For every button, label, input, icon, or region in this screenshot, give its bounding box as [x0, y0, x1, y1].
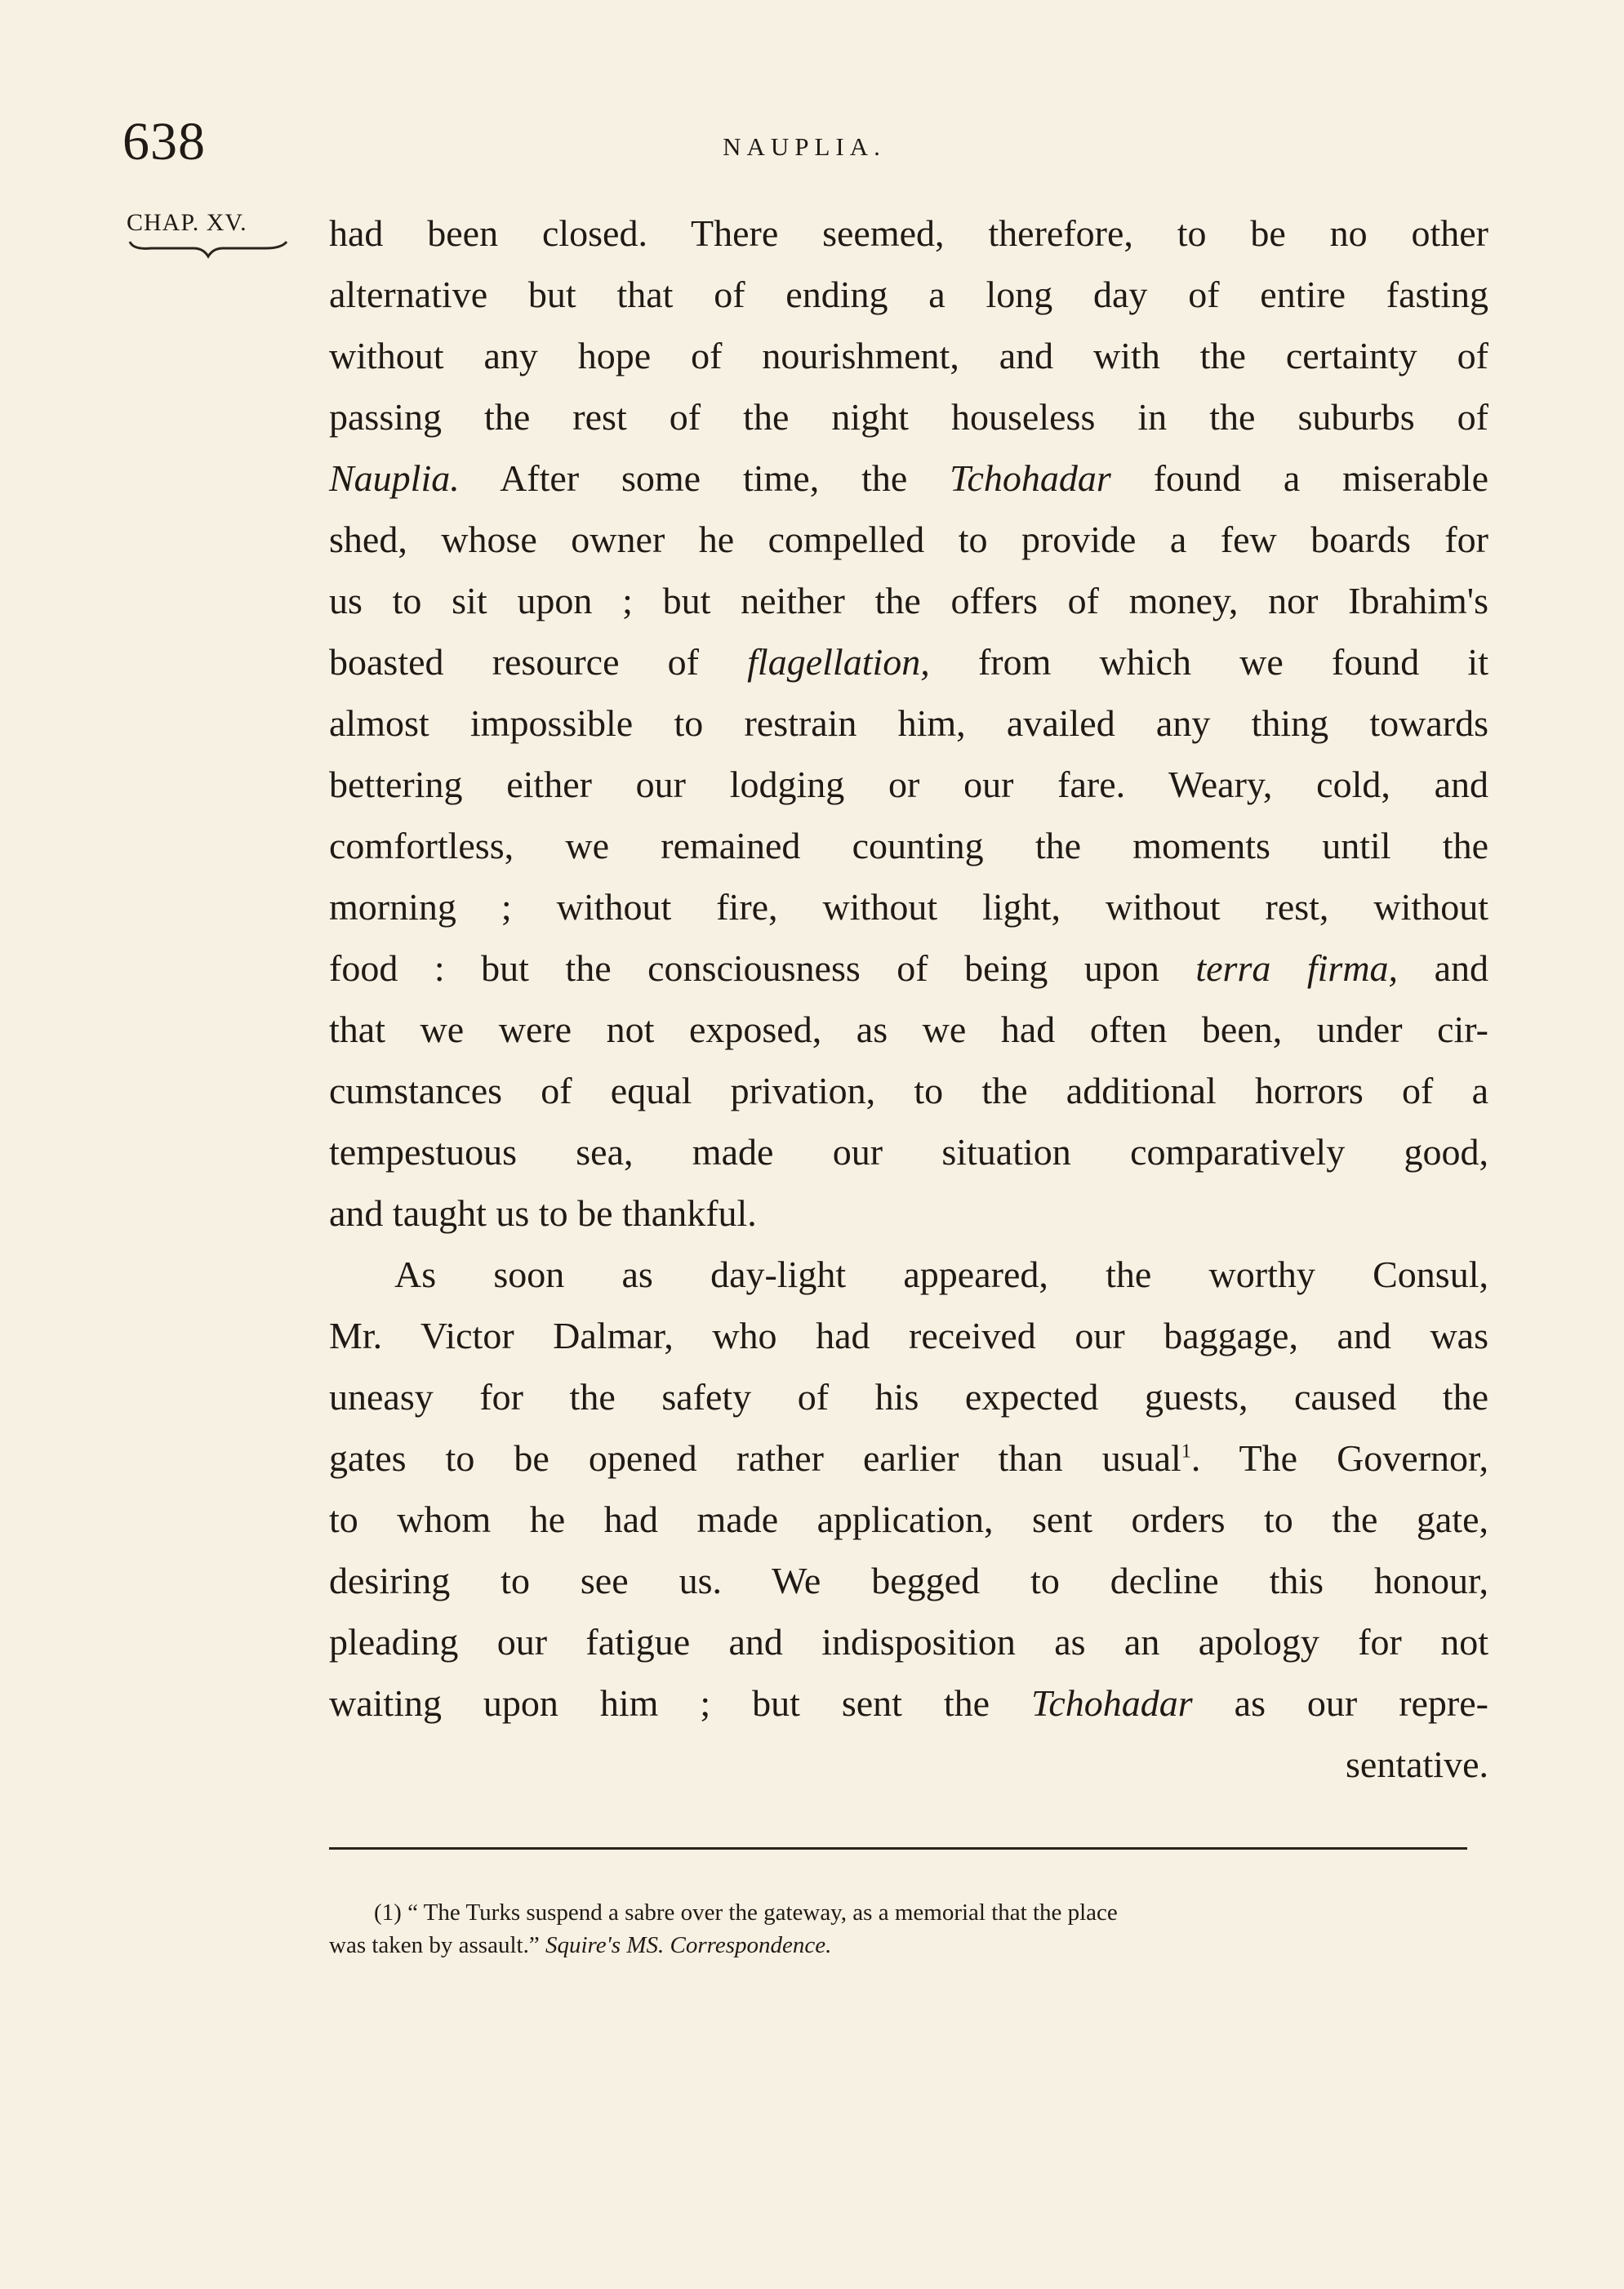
text-line: waiting upon him ; but sent the Tchohadar as our repre-: [329, 1682, 1488, 1724]
italic-term: Nauplia.: [329, 457, 460, 499]
text-line: Mr. Victor Dalmar, who had received our baggage, and was: [329, 1315, 1488, 1356]
footnote-source: Squire's MS. Correspondence.: [545, 1932, 832, 1958]
text-line: sentative.: [1346, 1743, 1488, 1785]
text-line: cumstances of equal privation, to the additional horrors of a: [329, 1070, 1488, 1111]
text-line: food : but the consciousness of being upon terra firma, and: [329, 947, 1488, 989]
text-line: shed, whose owner he compelled to provide a few boards for: [329, 519, 1488, 560]
brace-ornament: [127, 238, 290, 260]
text-line: that we were not exposed, as we had often been, under cir-: [329, 1009, 1488, 1050]
body-text: [329, 203, 1488, 1795]
text-line: boasted resource of flagellation, from which we found it: [329, 641, 1488, 683]
footnote-line: was taken by assault.” Squire's MS. Correspondence.: [329, 1932, 832, 1958]
text-line: bettering either our lodging or our fare. Weary, cold, and: [329, 764, 1488, 805]
text-line: us to sit upon ; but neither the offers of money, nor Ibrahim's: [329, 580, 1488, 621]
footnote-divider: [329, 1847, 1467, 1850]
italic-term: Tchohadar: [950, 457, 1111, 499]
text-line: pleading our fatigue and indisposition as an apology for not: [329, 1621, 1488, 1663]
text-line: had been closed. There seemed, therefore, to be no other: [329, 212, 1488, 254]
italic-term: flagellation,: [747, 641, 930, 683]
chapter-marker: [127, 209, 298, 260]
text-line: morning ; without fire, without light, without rest, without: [329, 886, 1488, 928]
text-line: Nauplia. After some time, the Tchohadar found a miserable: [329, 457, 1488, 499]
footnote-ref[interactable]: 1: [1181, 1441, 1191, 1463]
text-line: almost impossible to restrain him, availed any thing towards: [329, 702, 1488, 744]
text-line: to whom he had made application, sent orders to the gate,: [329, 1499, 1488, 1540]
text-line: comfortless, we remained counting the moments until the: [329, 825, 1488, 866]
footnote-line: (1) “ The Turks suspend a sabre over the gateway, as a memorial that the place: [374, 1899, 1118, 1926]
text-line: and taught us to be thankful.: [329, 1192, 757, 1234]
text-line: tempestuous sea, made our situation comparatively good,: [329, 1131, 1488, 1173]
text-line: without any hope of nourishment, and with the certainty of: [329, 335, 1488, 376]
text-line: gates to be opened rather earlier than usual$^1$. The Governor,: [329, 1437, 1489, 1479]
chapter-label: CHAP. XV.: [127, 209, 247, 236]
italic-term: terra firma,: [1195, 947, 1399, 989]
page-number: 638: [122, 112, 206, 171]
paragraph-start-line: As soon as day-light appeared, the worthy Consul,: [394, 1254, 1488, 1295]
text-line: desiring to see us. We begged to decline this honour,: [329, 1560, 1488, 1601]
footnote: [329, 1896, 1488, 1962]
italic-term: Tchohadar: [1031, 1682, 1193, 1724]
text-line: alternative but that of ending a long day of entire fasting: [329, 274, 1488, 315]
text-line: passing the rest of the night houseless in the suburbs of: [329, 396, 1488, 438]
page-header: [122, 111, 1486, 185]
text-line: uneasy for the safety of his expected guests, caused the: [329, 1376, 1488, 1418]
running-head: NAUPLIA.: [723, 132, 886, 161]
